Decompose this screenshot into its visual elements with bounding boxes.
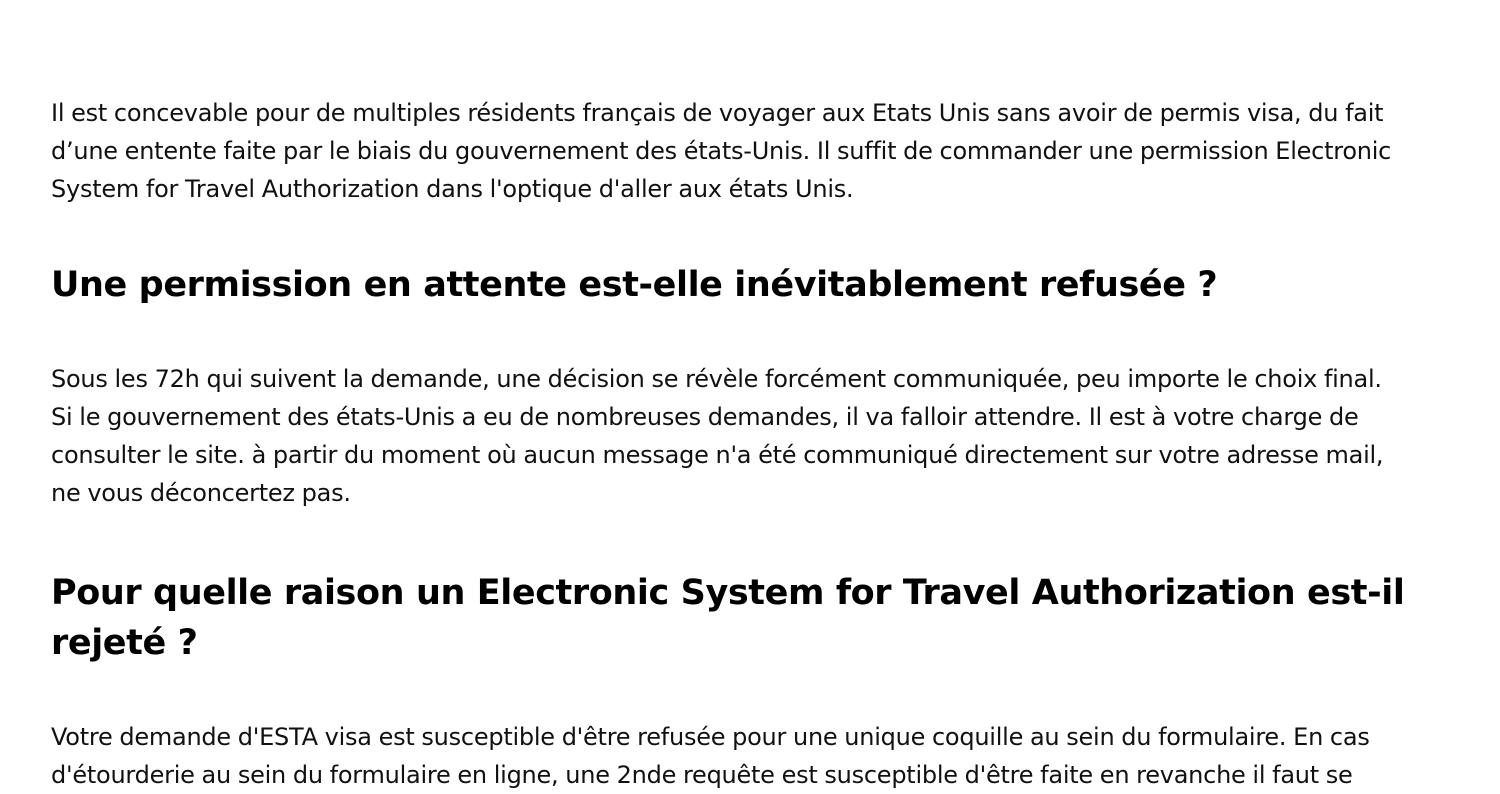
heading-line: rejeté ? xyxy=(51,623,198,663)
paragraph-line: d'étourderie au sein du formulaire en ligne, une 2nde requête est susceptible d'être faite en revanche il faut se xyxy=(51,761,1353,789)
paragraph-line: ne vous déconcertez pas. xyxy=(51,479,351,507)
rejection-reason-paragraph xyxy=(51,718,1446,794)
paragraph-line: Sous les 72h qui suivent la demande, une décision se révèle forcément communiquée, peu importe le choix final. xyxy=(51,365,1382,393)
paragraph-line: Il est concevable pour de multiples résidents français de voyager aux Etats Unis sans avoir de permis visa, du fait xyxy=(51,99,1384,127)
article-content xyxy=(51,94,1446,794)
section-heading-rejection-reason xyxy=(51,568,1446,668)
pending-permission-paragraph xyxy=(51,360,1446,512)
paragraph-line: System for Travel Authorization dans l'optique d'aller aux états Unis. xyxy=(51,175,854,203)
section-heading-pending-permission: Une permission en attente est-elle inévitablement refusée ? xyxy=(51,265,1218,305)
paragraph-line: Votre demande d'ESTA visa est susceptible d'être refusée pour une unique coquille au sein du formulaire. En cas xyxy=(51,723,1370,751)
paragraph-line: Si le gouvernement des états-Unis a eu de nombreuses demandes, il va falloir attendre. Il est à votre charge de xyxy=(51,403,1359,431)
heading-line: Pour quelle raison un Electronic System for Travel Authorization est-il xyxy=(51,573,1405,613)
intro-paragraph xyxy=(51,94,1446,208)
paragraph-line: consulter le site. à partir du moment où aucun message n'a été communiqué directement sur votre adresse mail, xyxy=(51,441,1384,469)
paragraph-line: d’une entente faite par le biais du gouvernement des états-Unis. Il suffit de commander une permission Electronic xyxy=(51,137,1392,165)
